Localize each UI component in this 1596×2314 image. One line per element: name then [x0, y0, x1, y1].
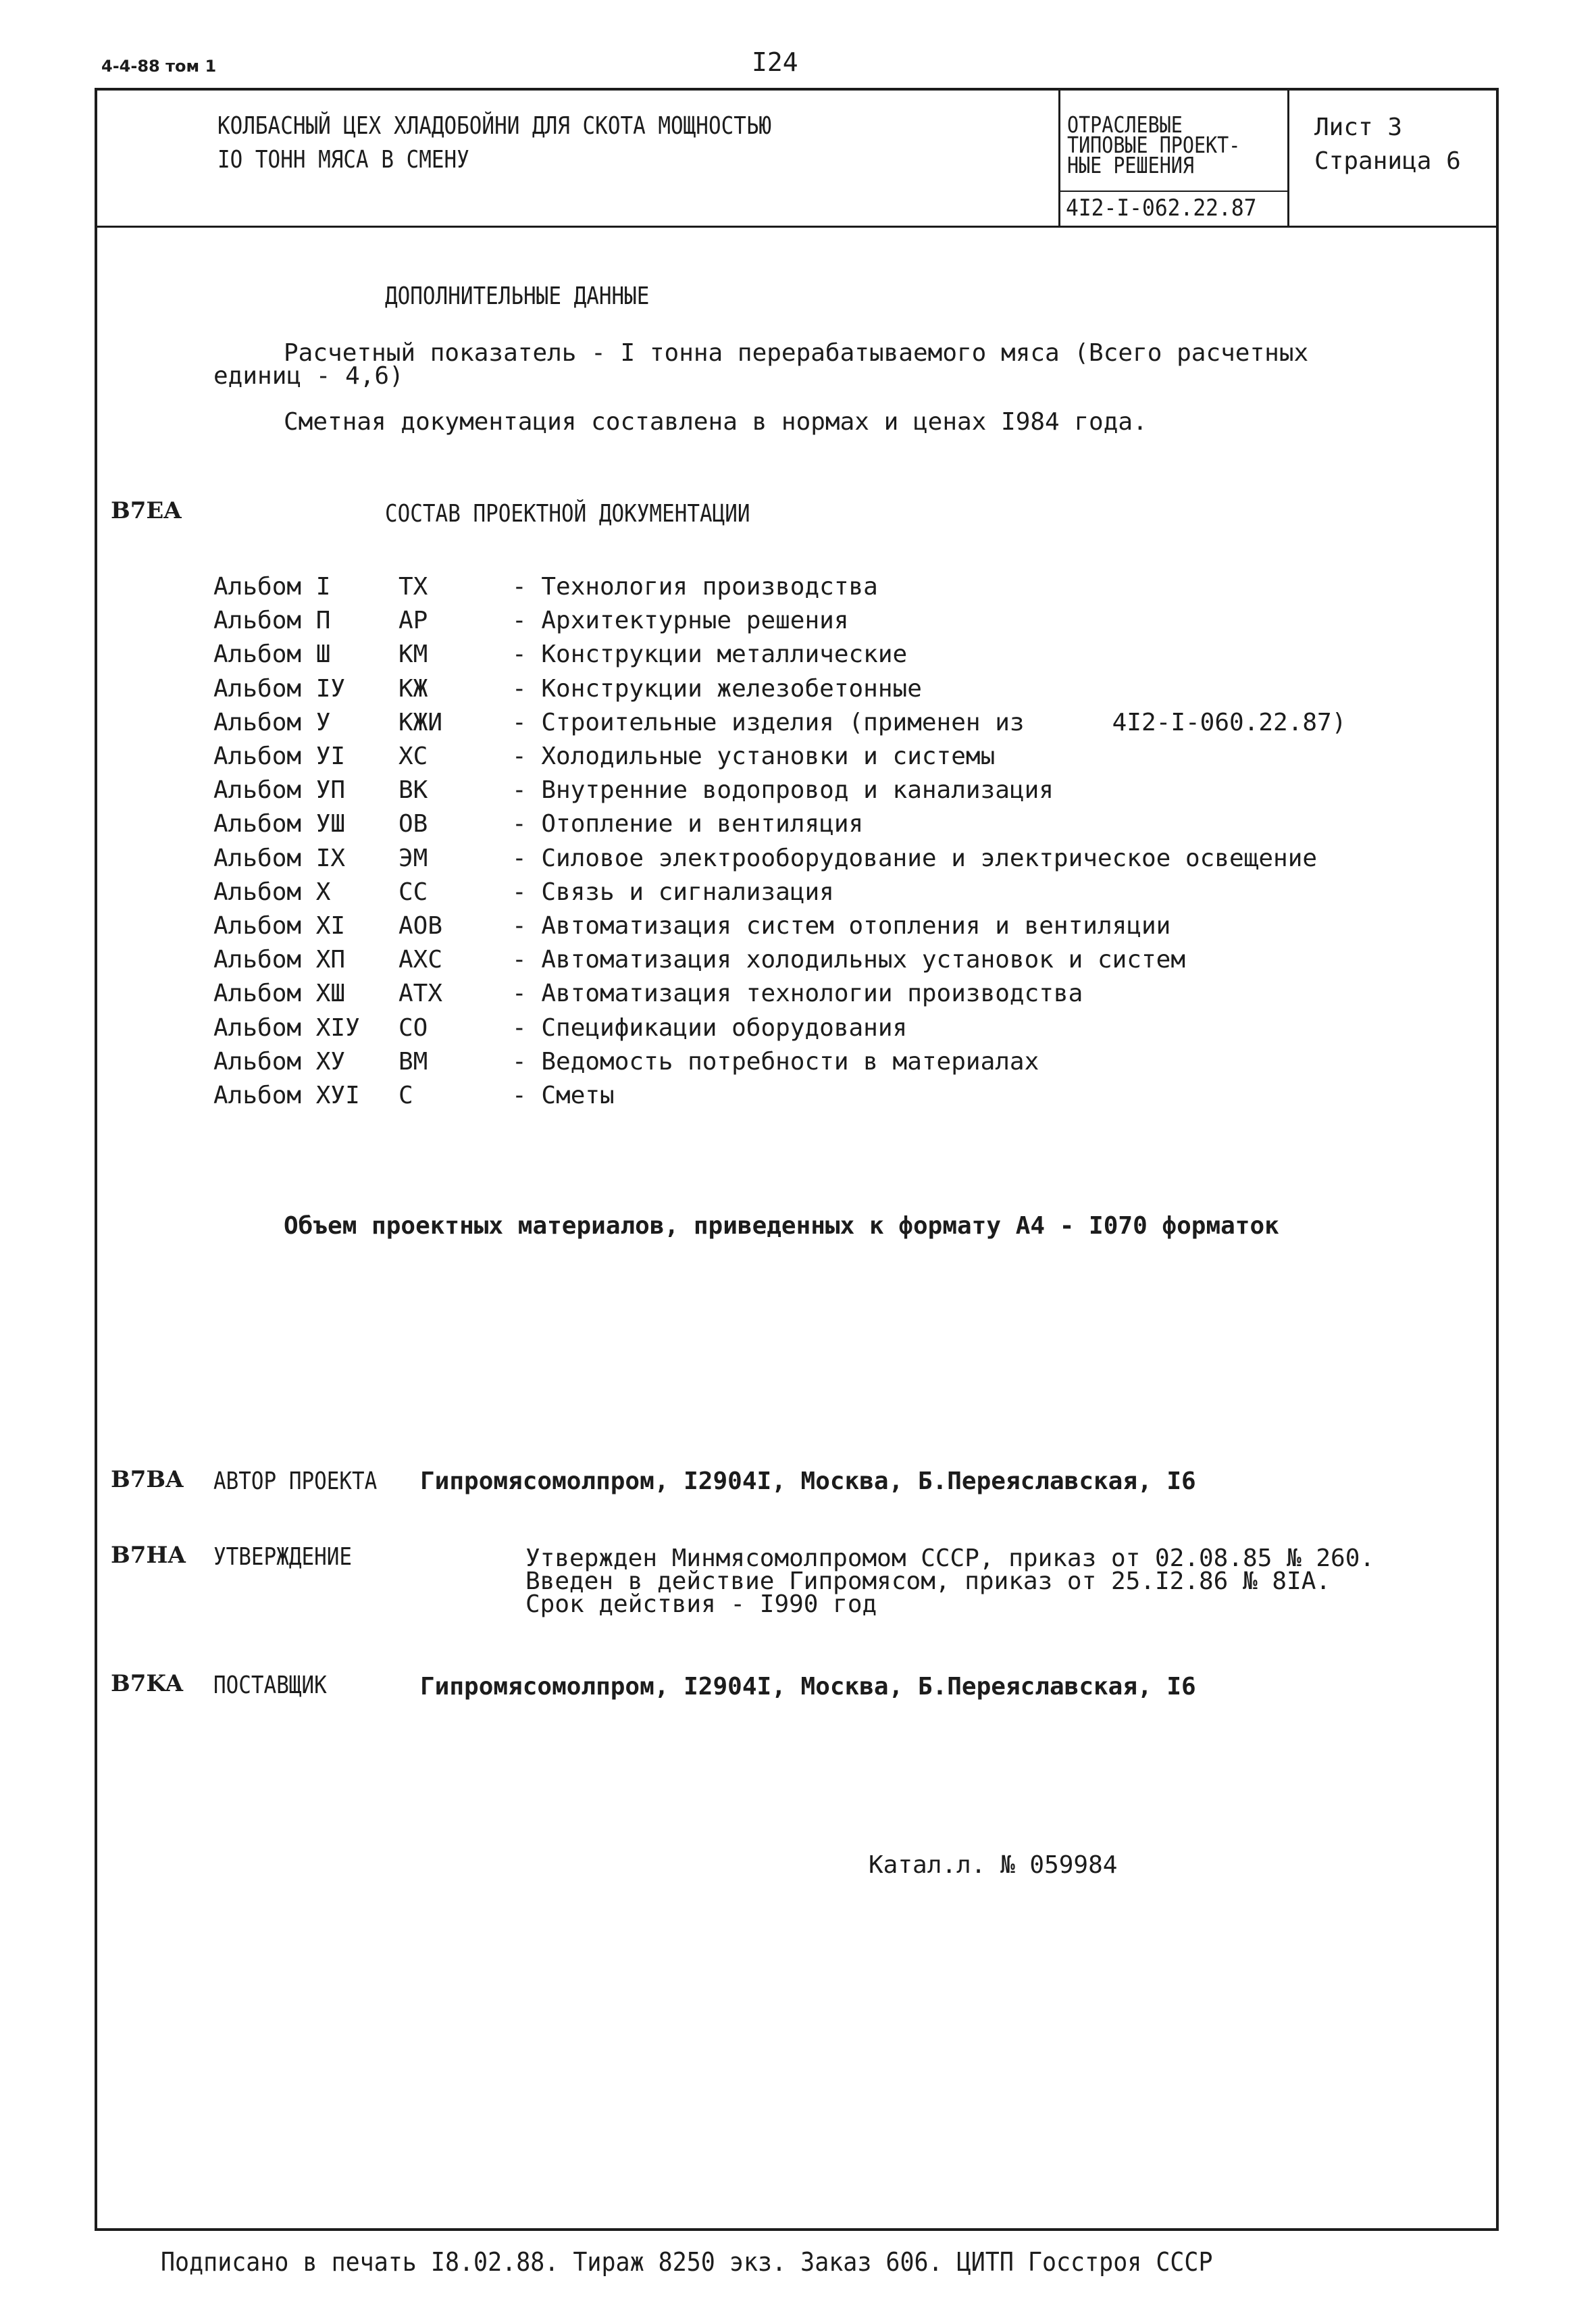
album-code: АР — [398, 607, 428, 635]
composition-code: B7EA — [111, 497, 182, 524]
album-name: Альбом УI — [213, 743, 346, 770]
author-label: АВТОР ПРОЕКТА — [213, 1467, 378, 1495]
album-code: ВК — [398, 776, 428, 805]
album-name: Альбом УШ — [213, 810, 346, 838]
header-col-divider-1 — [1058, 88, 1060, 227]
series-line-2: ТИПОВЫЕ ПРОЕКТ- — [1067, 132, 1241, 158]
catalog-number: Катал.л. № 059984 — [869, 1851, 1118, 1879]
album-name: Альбом XУ — [213, 1047, 346, 1076]
album-code: КЖ — [398, 674, 428, 703]
album-code: ОВ — [398, 810, 428, 838]
author-value: Гипромясомолпром, I2904I, Москва, Б.Переяславская, I6 — [420, 1467, 1196, 1495]
album-name: Альбом X — [213, 878, 331, 906]
additional-data-heading: ДОПОЛНИТЕЛЬНЫЕ ДАННЫЕ — [385, 282, 650, 310]
indicator-line-2: единиц - 4,6) — [213, 362, 404, 390]
approval-line-1: Утвержден Минмясомолпромом СССР, приказ от 02.08.85 № 260. — [525, 1544, 1375, 1572]
supplier-label: ПОСТАВЩИК — [213, 1671, 327, 1699]
volume-note: Объем проектных материалов, приведенных к формату А4 - I070 форматок — [284, 1212, 1279, 1240]
album-description: - Технология производства — [512, 573, 878, 601]
album-name: Альбом П — [213, 607, 331, 635]
album-description: - Сметы — [512, 1082, 615, 1109]
approval-label: УТВЕРЖДЕНИЕ — [213, 1543, 353, 1571]
album-name: Альбом IX — [213, 844, 346, 872]
album-description: - Силовое электрооборудование и электрическое освещение — [512, 844, 1318, 872]
album-description: - Конструкции металлические — [512, 640, 908, 669]
album-code: ЭМ — [398, 844, 428, 872]
album-description: - Внутренние водопровод и канализация — [512, 776, 1054, 805]
album-code: АХС — [398, 946, 443, 974]
document-title-line-1: КОЛБАСНЫЙ ЦЕХ ХЛАДОБОЙНИ ДЛЯ СКОТА МОЩНОСТЬЮ — [217, 112, 772, 140]
approval-code: B7HA — [111, 1542, 186, 1569]
album-code: СО — [398, 1013, 428, 1042]
album-code: АТХ — [398, 980, 443, 1008]
volume-reference: 4-4-88 том 1 — [101, 57, 217, 76]
album-name: Альбом I — [213, 573, 331, 601]
approval-line-3: Срок действия - I990 год — [525, 1590, 877, 1618]
album-code: АОВ — [398, 912, 443, 940]
print-footer: Подписано в печать I8.02.88. Тираж 8250 экз. Заказ 606. ЦИТП Госстроя СССР — [161, 2247, 1213, 2277]
album-name: Альбом Ш — [213, 640, 331, 669]
album-description: - Спецификации оборудования — [512, 1013, 908, 1042]
album-description: - Строительные изделия (применен из 4I2-I-060.22.87) — [512, 708, 1347, 736]
approval-line-2: Введен в действие Гипромясом, приказ от 25.I2.86 № 8IA. — [525, 1567, 1331, 1595]
album-description: - Конструкции железобетонные — [512, 674, 922, 703]
album-code: ВМ — [398, 1047, 428, 1076]
page-label: Страница 6 — [1314, 147, 1461, 175]
document-title-line-2: IO ТОНН МЯСА В СМЕНУ — [217, 146, 469, 174]
album-code: С — [398, 1082, 413, 1109]
album-code: КЖИ — [398, 708, 443, 736]
header-col-divider-2 — [1287, 88, 1289, 227]
page-number: I24 — [752, 47, 798, 77]
album-code: КМ — [398, 640, 428, 669]
album-code: СС — [398, 878, 428, 906]
album-name: Альбом IУ — [213, 674, 346, 703]
album-name: Альбом XI — [213, 912, 346, 940]
album-description: - Холодильные установки и системы — [512, 743, 996, 770]
album-name: Альбом XУI — [213, 1082, 360, 1109]
supplier-code: B7KA — [111, 1670, 183, 1697]
album-description: - Связь и сигнализация — [512, 878, 834, 906]
album-code: ХС — [398, 743, 428, 770]
author-code: B7BA — [111, 1466, 184, 1493]
album-code: ТХ — [398, 573, 428, 601]
album-name: Альбом УП — [213, 776, 346, 805]
series-line-3: НЫЕ РЕШЕНИЯ — [1067, 152, 1194, 178]
album-description: - Отопление и вентиляция — [512, 810, 864, 838]
series-code: 4I2-I-062.22.87 — [1066, 195, 1257, 222]
series-code-divider — [1058, 191, 1288, 192]
album-description: - Ведомость потребности в материалах — [512, 1047, 1039, 1076]
album-name: Альбом У — [213, 708, 331, 736]
estimate-note: Сметная документация составлена в нормах и ценах I984 года. — [284, 408, 1148, 436]
series-line-1: ОТРАСЛЕВЫЕ — [1067, 111, 1183, 138]
album-name: Альбом XП — [213, 946, 346, 974]
album-description: - Автоматизация технологии производства — [512, 980, 1083, 1008]
composition-heading: СОСТАВ ПРОЕКТНОЙ ДОКУМЕНТАЦИИ — [385, 500, 750, 528]
album-description: - Автоматизация систем отопления и вентиляции — [512, 912, 1171, 940]
album-description: - Автоматизация холодильных установок и систем — [512, 946, 1185, 974]
indicator-line-1: Расчетный показатель - I тонна перерабатываемого мяса (Всего расчетных — [284, 339, 1309, 367]
album-name: Альбом XIУ — [213, 1013, 360, 1042]
album-name: Альбом XШ — [213, 980, 346, 1008]
supplier-value: Гипромясомолпром, I2904I, Москва, Б.Переяславская, I6 — [420, 1673, 1196, 1701]
album-description: - Архитектурные решения — [512, 607, 849, 635]
sheet-number: Лист 3 — [1314, 114, 1403, 141]
